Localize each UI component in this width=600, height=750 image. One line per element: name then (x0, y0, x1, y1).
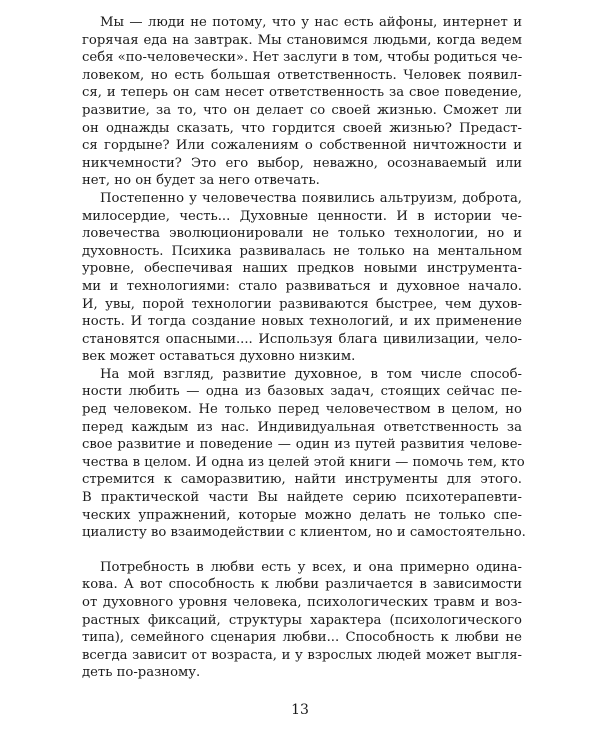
text-line: типа), семейного сценария любви... Способность к любви не (82, 630, 522, 646)
text-line: ческих упражнений, которые можно делать не только спе- (82, 507, 522, 523)
text-line: никчемности? Это его выбор, неважно, осознаваемый или (82, 155, 522, 171)
text-line: уровне, обеспечивая наших предков новыми инструмента- (82, 261, 522, 277)
text-line: век может оставаться духовно низким. (82, 349, 356, 365)
text-line: милосердие, честь... Духовные ценности. И в истории че- (82, 208, 522, 224)
paragraph-2 (82, 190, 522, 366)
text-line: от духовного уровня человека, психологических травм и воз- (82, 595, 522, 610)
text-line: себя «по-человечески». Нет заслуги в том, чтобы родиться че- (82, 50, 523, 66)
page-body (82, 14, 526, 682)
text-line: нет, но он будет за него отвечать. (82, 173, 320, 189)
text-line: становятся опасными.... Используя блага цивилизации, чело- (82, 331, 522, 347)
text-line: горячая еда на завтрак. Мы становимся людьми, когда ведем (82, 32, 522, 48)
paragraph-1 (82, 14, 522, 190)
text-line: Мы — люди не потому, что у нас есть айфоны, интернет и (100, 15, 522, 30)
text-line: свое развитие и поведение — один из путей развития челове- (82, 437, 522, 453)
text-line: ловечества эволюционировали не только технологии, но и (82, 226, 522, 242)
text-line: В практической части Вы найдете серию психотерапевти- (82, 490, 522, 506)
text-line: деть по-разному. (82, 665, 201, 681)
text-line: На мой взгляд, развитие духовное, в том числе способ- (100, 366, 522, 382)
text-line: ми и технологиями: стало развиваться и духовное начало. (82, 278, 522, 294)
text-line: Постепенно у человечества появились альтруизм, доброта, (100, 190, 522, 206)
text-line: ся гордыне? Или сожалениям о собственной ничтожности и (82, 138, 522, 154)
text-line: ред человеком. Не только перед человечеством в целом, но (82, 402, 522, 418)
text-line: И, увы, порой технологии развиваются быстрее, чем духов- (82, 296, 522, 312)
text-line: ловеком, но есть большая ответственность. Человек появил- (82, 67, 522, 83)
text-line: стремится к саморазвитию, найти инструменты для этого. (82, 472, 522, 488)
text-line: ность. И тогда создание новых технологий, и их применение (82, 314, 522, 330)
paragraph-3 (82, 366, 526, 542)
text-line: циалисту во взаимодействии с клиентом, но и самостоятельно. (82, 525, 526, 541)
text-line: духовность. Психика развивалась не только на ментальном (82, 243, 522, 259)
text-line: он однажды сказать, что гордится своей жизнью? Предаст- (82, 120, 522, 136)
text-line: ности любить — одна из базовых задач, стоящих сейчас пе- (82, 384, 522, 400)
text-line: перед каждым из нас. Индивидуальная ответственность за (82, 419, 522, 435)
text-line: кова. А вот способность к любви различается в зависимости (82, 577, 522, 593)
text-line: ся, и теперь он сам несет ответственность за свое поведение, (82, 85, 522, 101)
text-line: развитие, за то, что он делает со своей жизнью. Сможет ли (82, 102, 522, 118)
text-line: Потребность в любви есть у всех, и она примерно одина- (100, 559, 522, 575)
page-number: 13 (291, 702, 309, 718)
text-line: чества в целом. И одна из целей этой книги — помочь тем, кто (82, 454, 525, 470)
section-gap (82, 542, 522, 559)
paragraph-4 (82, 559, 522, 682)
text-line: всегда зависит от возраста, и у взрослых людей может выгля- (82, 647, 522, 663)
text-line: растных фиксаций, структуры характера (психологического (82, 612, 522, 628)
